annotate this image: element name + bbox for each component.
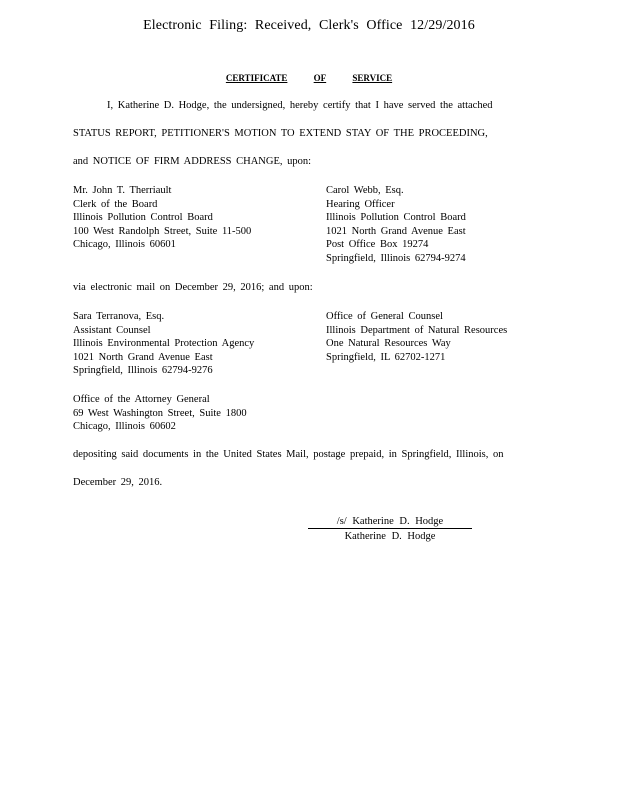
- recipient-iepa-address: [73, 310, 254, 378]
- signature-block: [308, 516, 472, 542]
- intro-line-3: and NOTICE OF FIRM ADDRESS CHANGE, upon:: [73, 156, 312, 167]
- address-line: Illinois Pollution Control Board: [326, 212, 466, 224]
- closing-line-2: December 29, 2016.: [73, 477, 163, 488]
- address-line: Chicago, Illinois 60601: [73, 239, 176, 251]
- address-line: Office of the Attorney General: [73, 394, 210, 405]
- intro-line-1: I, Katherine D. Hodge, the undersigned, hereby certify that I have served the attached: [107, 100, 493, 111]
- address-line: 1021 North Grand Avenue East: [73, 351, 213, 363]
- filing-stamp: Electronic Filing: Received, Clerk's Office 12/29/2016: [143, 18, 475, 33]
- title-word-service: SERVICE: [352, 73, 393, 83]
- address-line: Assistant Counsel: [73, 324, 151, 336]
- address-line: 69 West Washington Street, Suite 1800: [73, 407, 247, 419]
- address-line: Post Office Box 19274: [326, 239, 429, 251]
- electronic-signature: /s/ Katherine D. Hodge: [308, 516, 472, 529]
- address-line: Chicago, Illinois 60602: [73, 421, 176, 433]
- intro-line-2: STATUS REPORT, PETITIONER'S MOTION TO EXTEND STAY OF THE PROCEEDING,: [73, 128, 488, 139]
- address-line: Sara Terranova, Esq.: [73, 311, 165, 322]
- address-line: Springfield, Illinois 62794-9276: [73, 365, 213, 377]
- recipient-idnr-address: [326, 310, 507, 364]
- address-line: Illinois Pollution Control Board: [73, 212, 213, 224]
- recipient-clerk-address: [73, 184, 251, 252]
- address-line: Carol Webb, Esq.: [326, 185, 404, 196]
- address-line: One Natural Resources Way: [326, 338, 451, 350]
- address-line: Clerk of the Board: [73, 198, 158, 210]
- recipient-attorney-general-address: [73, 393, 247, 434]
- title-word-of: OF: [313, 73, 327, 83]
- address-line: 100 West Randolph Street, Suite 11-500: [73, 225, 252, 237]
- title-word-certificate: CERTIFICATE: [225, 73, 288, 83]
- address-line: Hearing Officer: [326, 198, 395, 210]
- address-line: Illinois Department of Natural Resources: [326, 324, 508, 336]
- address-line: Springfield, Illinois 62794-9274: [326, 252, 466, 264]
- via-email-line: via electronic mail on December 29, 2016; and upon:: [73, 282, 313, 293]
- address-line: Illinois Environmental Protection Agency: [73, 338, 255, 350]
- recipient-hearing-officer-address: [326, 184, 466, 266]
- address-line: 1021 North Grand Avenue East: [326, 225, 466, 237]
- document-title: [0, 73, 618, 83]
- signer-name: Katherine D. Hodge: [344, 531, 436, 542]
- closing-line-1: depositing said documents in the United States Mail, postage prepaid, in Springfield, Illinois, on: [73, 449, 504, 460]
- address-line: Office of General Counsel: [326, 311, 443, 322]
- address-line: Springfield, IL 62702-1271: [326, 351, 446, 363]
- address-line: Mr. John T. Therriault: [73, 185, 172, 196]
